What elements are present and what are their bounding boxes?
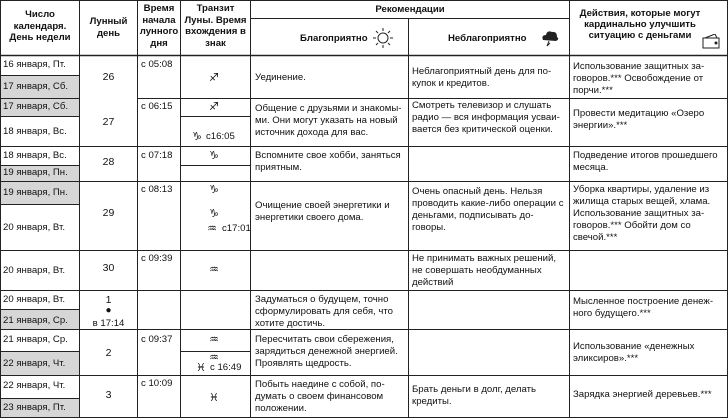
unfavorable-text: Не принимать важных решений, не совершать необдуманных действий: [412, 253, 557, 288]
capricorn-icon: ♑: [192, 130, 202, 143]
date-label: 20 января, Вт.: [3, 265, 65, 276]
favorable-text: Общение с друзьями и знакомы-ми. Они могут указать на новый источник дохода для вас.: [255, 103, 402, 138]
header-lunar-day: Лунный день: [89, 16, 128, 39]
unfavorable-text: Брать деньги в долг, делать кредиты.: [412, 384, 537, 407]
header-transit: Транзит Луны. Время вхождения в знак: [184, 3, 247, 49]
date-label: 18 января, Вс.: [3, 150, 67, 161]
favorable-text: Уединение.: [255, 72, 306, 83]
sagittarius-icon: ♐: [209, 100, 219, 113]
action-text: Уборка квартиры, удаление из жилища старых вещей, хлама. Использование защитных за-говоров.*** Обойти дом со свечой.***: [573, 184, 711, 243]
lunar-day: 28: [102, 156, 115, 168]
aquarius-icon: ♒: [209, 263, 219, 276]
capricorn-icon: ♑: [209, 149, 219, 162]
date-label: 19 января, Пн.: [3, 167, 68, 178]
wallet-icon: [701, 34, 723, 55]
lunar-day: 3: [105, 389, 112, 401]
date-label: 21 января, Ср.: [3, 334, 68, 345]
header-actions: Действия, которые могут кардинально улучшить ситуацию с деньгами: [579, 8, 701, 41]
header-recommendations: Рекомендации: [375, 4, 445, 15]
date-label: 23 января, Пт.: [3, 402, 66, 413]
lunar-day: 26: [102, 71, 115, 83]
unfavorable-text: Смотреть телевизор и слушать радио — вся информация усваи-вается без критической оценки.: [412, 100, 560, 135]
lunar-day: 2: [105, 347, 112, 359]
action-text: Использование защитных за-говоров.*** Освобождение от порчи.***: [573, 61, 705, 96]
lunar-day: 30: [102, 262, 115, 274]
aquarius-icon: ♒: [209, 333, 219, 346]
date-label: 16 января, Пт.: [3, 59, 66, 70]
action-text: Подведение итогов прошедшего месяца.: [573, 150, 718, 173]
action-text: Мысленное построение денеж-ного будущего.***: [573, 296, 714, 319]
lunar-day: 1: [105, 294, 112, 306]
header-unfavorable: Неблагоприятно: [448, 33, 527, 44]
action-text: Провести медитацию «Озеро энергии».***: [573, 108, 705, 131]
start-time: с 07:18: [141, 150, 173, 161]
date-label: 17 января, Сб.: [3, 81, 68, 92]
start-time: с 10:09: [141, 378, 173, 389]
action-text: Использование «денежных эликсиров».***: [573, 341, 695, 364]
favorable-text: Вспомните свое хобби, заняться приятным.: [255, 150, 401, 173]
date-label: 17 января, Сб.: [3, 101, 68, 112]
start-time: с 08:13: [141, 184, 173, 195]
date-label: 18 января, Вс.: [3, 126, 67, 137]
date-label: 20 января, Вт.: [3, 294, 65, 305]
favorable-text: Задуматься о будущем, точно сформулировать для себя, что хотите достичь.: [255, 294, 393, 329]
transit-time: с 16:49: [210, 362, 242, 373]
header-favorable: Благоприятно: [300, 33, 368, 44]
sagittarius-icon: ♐: [209, 71, 219, 84]
aquarius-icon: ♒: [209, 351, 219, 364]
start-time: с 06:15: [141, 101, 173, 112]
lunar-day: 27: [102, 116, 115, 128]
start-time: с 09:37: [141, 334, 173, 345]
date-label: 20 января, Вт.: [3, 222, 65, 233]
date-label: 19 января, Пн.: [3, 187, 68, 198]
favorable-text: Очищение своей энергетики и энергетики своего дома.: [255, 200, 390, 223]
aquarius-icon: ♒: [207, 222, 217, 235]
transit-time: с16:05: [206, 131, 235, 142]
storm-cloud-icon: [540, 29, 560, 52]
start-time: с 09:39: [141, 253, 173, 264]
pisces-icon: ♓: [196, 361, 206, 374]
unfavorable-text: Очень опасный день. Нельзя проводить какие-либо операции с деньгами, подписывать до-говоры.: [412, 186, 564, 233]
date-label: 22 января, Чт.: [3, 358, 66, 369]
new-moon-icon: ●: [105, 305, 112, 316]
unfavorable-text: Неблагоприятный день для по-купок и кредитов.: [412, 66, 552, 89]
new-moon-time: в 17:14: [92, 318, 125, 329]
lunar-day: 29: [102, 207, 115, 219]
pisces-icon: ♓: [209, 391, 219, 404]
transit-time: с17:01: [222, 223, 251, 234]
date-label: 22 января, Чт.: [3, 380, 66, 391]
header-start-time: Время начала лунного дня: [139, 3, 179, 49]
start-time: с 05:08: [141, 59, 173, 70]
capricorn-icon: ♑: [209, 183, 219, 196]
header-date: Число календаря. День недели: [9, 9, 71, 43]
favorable-text: Побыть наедине с собой, по-думать о своем финансовом положении.: [255, 379, 385, 414]
capricorn-icon: ♑: [209, 207, 219, 220]
action-text: Зарядка энергией деревьев.***: [573, 389, 712, 400]
date-label: 21 января, Ср.: [3, 315, 68, 326]
sun-icon: [372, 28, 394, 53]
favorable-text: Пересчитать свои сбережения, зарядиться денежной энергией. Проявлять щедрость.: [255, 334, 398, 369]
